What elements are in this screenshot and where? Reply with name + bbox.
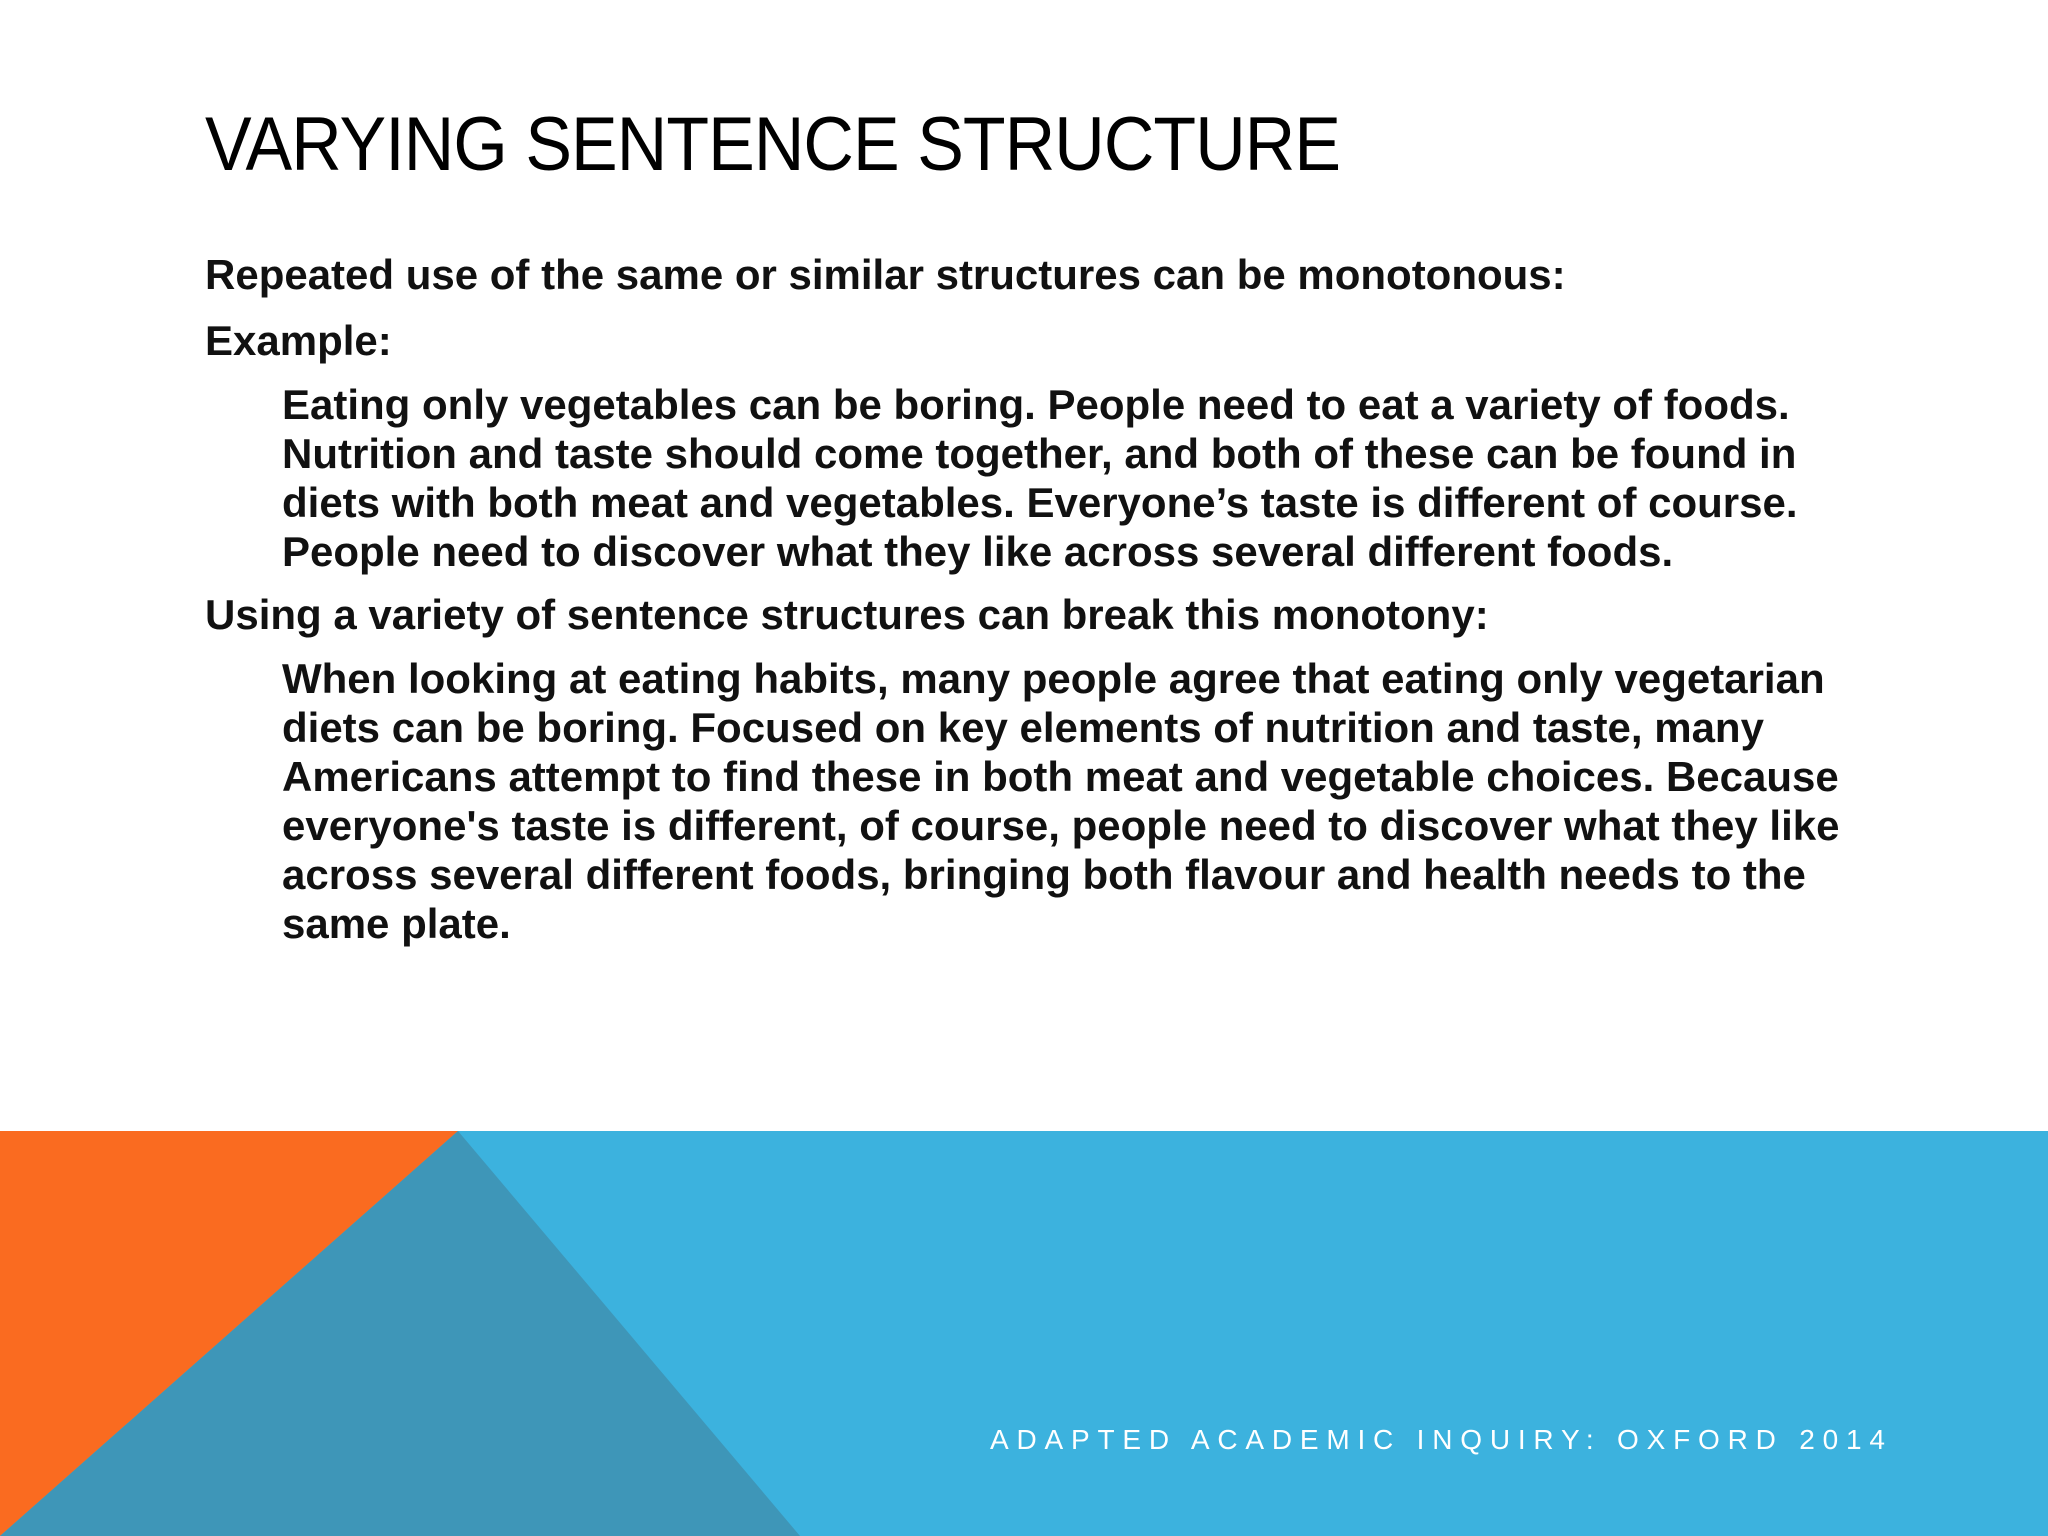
footer-credit: ADAPTED ACADEMIC INQUIRY: OXFORD 2014 bbox=[990, 1424, 1893, 1455]
decorative-footer-band bbox=[0, 1131, 2048, 1536]
slide-title: VARYING SENTENCE STRUCTURE bbox=[205, 102, 1341, 187]
slide-body bbox=[205, 250, 1855, 962]
transition-text: Using a variety of sentence structures can break this monotony: bbox=[205, 591, 1489, 638]
intro-text: Repeated use of the same or similar structures can be monotonous: bbox=[205, 251, 1566, 298]
revised-paragraph: When looking at eating habits, many people agree that eating only vegetarian diets can be boring. Focused on key elements of nutrition and taste, many Americans attempt to find these in both meat and vegetable choices. Because everyone's taste is different, of course, people need to discover what they like across several different foods, bringing both flavour and health needs to the same plate. bbox=[282, 655, 1840, 947]
example-label: Example: bbox=[205, 317, 392, 364]
example-paragraph: Eating only vegetables can be boring. People need to eat a variety of foods. Nutrition and taste should come together, and both of these can be found in diets with both meat and vegetables. Everyone’s taste is different of course. People need to discover what they like across several different foods. bbox=[282, 381, 1798, 575]
